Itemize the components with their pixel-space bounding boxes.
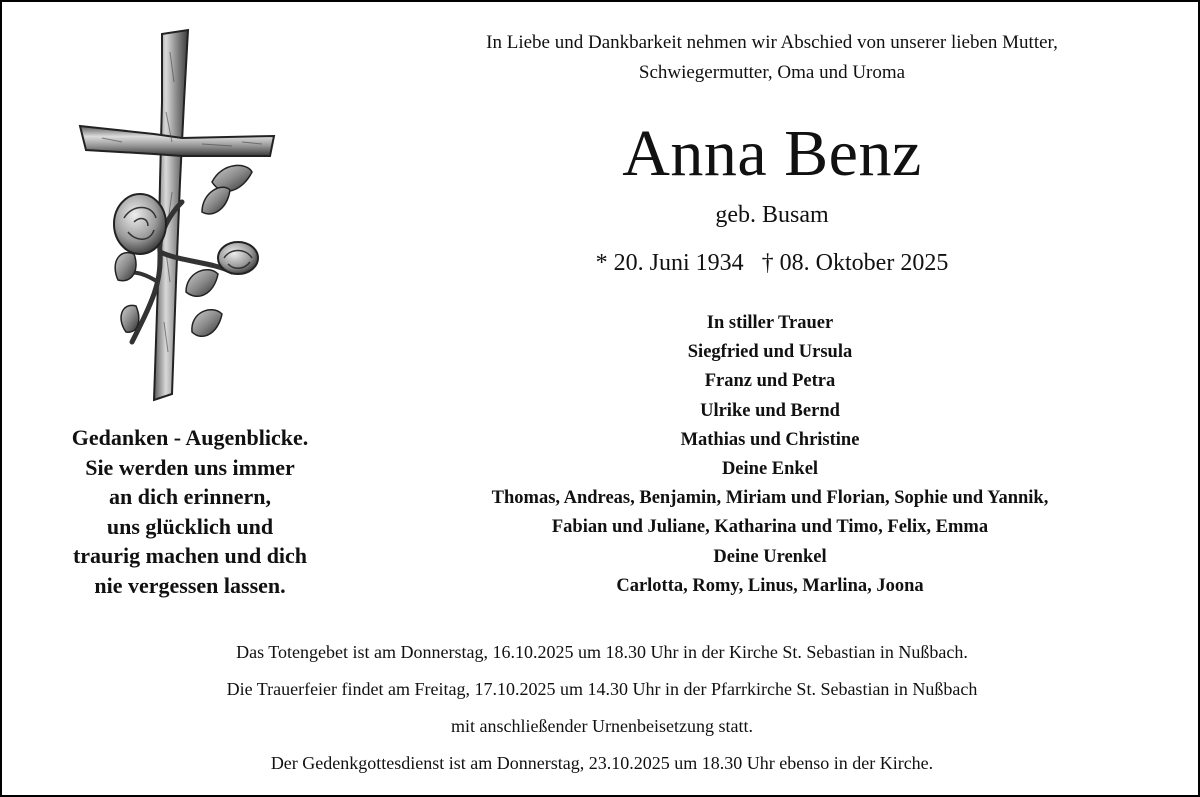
poem-line: traurig machen und dich xyxy=(72,543,308,568)
cross-with-roses-icon xyxy=(62,22,292,402)
notice-line: Der Gedenkgottesdienst ist am Donnerstag, 23.10.2025 um 18.30 Uhr ebenso in der Kirche. xyxy=(270,753,934,773)
mourners-line: Ulrike und Bernd xyxy=(700,400,840,421)
intro-text xyxy=(422,28,1122,88)
notice-line: Die Trauerfeier findet am Freitag, 17.10.2025 um 14.30 Uhr in der Pfarrkirche St. Sebastian in Nußbach xyxy=(226,679,978,699)
notice-line: mit anschließender Urnenbeisetzung statt. xyxy=(451,716,753,736)
life-dates xyxy=(422,246,1122,280)
birth-date: * 20. Juni 1934 xyxy=(595,250,744,276)
intro-line: In Liebe und Dankbarkeit nehmen wir Abschied von unserer lieben Mutter, xyxy=(486,32,1058,53)
mourners-line: Carlotta, Romy, Linus, Marlina, Joona xyxy=(616,575,924,596)
mourners-line: Thomas, Andreas, Benjamin, Miriam und Florian, Sophie und Yannik, xyxy=(491,488,1049,509)
deceased-name: Anna Benz xyxy=(622,117,922,190)
mourners-line: Mathias und Christine xyxy=(680,429,860,450)
service-notices xyxy=(62,634,1142,782)
intro-line: Schwiegermutter, Oma und Uroma xyxy=(638,62,906,83)
mourners-line: Deine Urenkel xyxy=(713,546,827,567)
mourners-list xyxy=(402,309,1138,601)
mourners-line: Siegfried und Ursula xyxy=(687,342,853,363)
mourners-line: Franz und Petra xyxy=(704,371,836,392)
poem-line: uns glücklich und xyxy=(106,513,274,539)
poem-line: Sie werden uns immer xyxy=(85,454,295,480)
poem-line: an dich erinnern, xyxy=(109,484,271,509)
notice-line: Das Totengebet ist am Donnerstag, 16.10.2025 um 18.30 Uhr in der Kirche St. Sebastian in Nußbach. xyxy=(236,642,968,662)
death-date: † 08. Oktober 2025 xyxy=(761,250,949,276)
mourners-line: Deine Enkel xyxy=(721,459,819,480)
poem xyxy=(20,423,360,600)
poem-line: Gedanken - Augenblicke. xyxy=(71,425,309,450)
mourners-line: In stiller Trauer xyxy=(706,313,834,333)
mourners-line: Fabian und Juliane, Katharina und Timo, Felix, Emma xyxy=(551,517,989,538)
poem-line: nie vergessen lassen. xyxy=(94,572,286,598)
birth-name: geb. Busam xyxy=(715,202,829,228)
